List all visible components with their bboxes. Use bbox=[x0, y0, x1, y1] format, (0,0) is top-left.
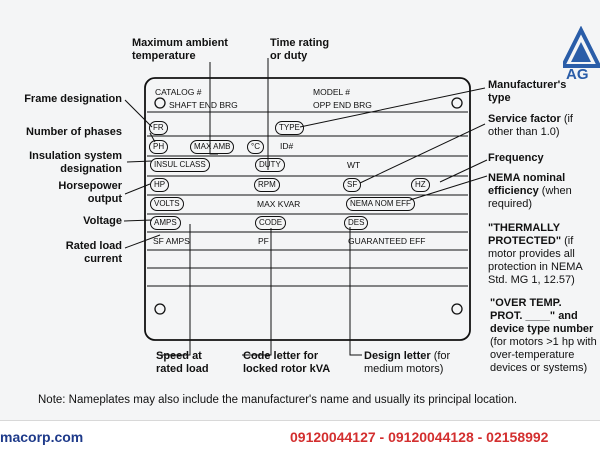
hz-oval: HZ bbox=[411, 178, 430, 192]
guaranteed-eff-field: GUARANTEED EFF bbox=[348, 236, 426, 246]
footer-bar bbox=[0, 420, 600, 451]
amps-oval: AMPS bbox=[150, 216, 181, 230]
code-letter-label: Code letter for locked rotor kVA bbox=[243, 350, 331, 375]
mounting-hole bbox=[155, 304, 165, 314]
frequency-label: Frequency bbox=[488, 152, 544, 164]
model-field: MODEL # bbox=[313, 87, 351, 97]
insulation-system-label: Insulation system designation bbox=[29, 150, 122, 175]
hp-oval: HP bbox=[150, 178, 169, 192]
duty-oval: DUTY bbox=[255, 158, 285, 172]
id-field: ID# bbox=[280, 141, 294, 151]
sf-oval: SF bbox=[343, 178, 361, 192]
type-oval: TYPE bbox=[275, 121, 304, 135]
shaft-end-brg-field: SHAFT END BRG bbox=[169, 100, 238, 110]
voltage-label: Voltage bbox=[83, 215, 122, 227]
phone-numbers: 09120044127 - 09120044128 - 02158992 bbox=[290, 429, 549, 445]
deg-c-oval: °C bbox=[247, 140, 264, 154]
rated-load-current-label: Rated load current bbox=[65, 240, 122, 265]
website-link[interactable]: macorp.com bbox=[0, 429, 84, 445]
max-ambient-label: Maximum ambient temperature bbox=[132, 37, 228, 62]
thermally-protected-label: "THERMALLY PROTECTED" (if motor provides all protection in NEMA Std. MG 1, 12.57) bbox=[488, 222, 583, 286]
fr-oval: FR bbox=[149, 121, 168, 135]
catalog-field: CATALOG # bbox=[155, 87, 202, 97]
sf-amps-field: SF AMPS bbox=[153, 236, 190, 246]
opp-end-brg-field: OPP END BRG bbox=[313, 100, 372, 110]
insul-class-oval: INSUL CLASS bbox=[150, 158, 210, 172]
max-kvar-field: MAX KVAR bbox=[257, 199, 301, 209]
nema-efficiency-label: NEMA nominal efficiency (when required) bbox=[488, 172, 572, 210]
design-letter-label: Design letter (for medium motors) bbox=[364, 350, 451, 375]
max-amb-oval: MAX AMB bbox=[190, 140, 234, 154]
speed-label: Speed at rated load bbox=[156, 350, 209, 375]
manufacturer-type-label: Manufacturer's type bbox=[488, 79, 567, 104]
pf-field: PF bbox=[258, 236, 269, 246]
volts-oval: VOLTS bbox=[150, 197, 184, 211]
brand-logo-text: AG bbox=[566, 66, 589, 83]
nameplate-outline bbox=[145, 78, 470, 340]
mounting-hole bbox=[452, 98, 462, 108]
number-of-phases-label: Number of phases bbox=[26, 126, 122, 138]
code-oval: CODE bbox=[255, 216, 286, 230]
over-temp-label: "OVER TEMP. PROT. ____" and device type number (for motors >1 hp with over-temperature devices or systems) bbox=[490, 297, 597, 374]
horsepower-label: Horsepower output bbox=[58, 180, 122, 205]
service-factor-label: Service factor (if other than 1.0) bbox=[488, 113, 573, 138]
time-rating-label: Time rating or duty bbox=[270, 37, 330, 62]
mounting-hole bbox=[155, 98, 165, 108]
ph-oval: PH bbox=[149, 140, 168, 154]
mounting-hole bbox=[452, 304, 462, 314]
footnote: Note: Nameplates may also include the manufacturer's name and usually its principal location. bbox=[38, 394, 518, 406]
frame-designation-label: Frame designation bbox=[24, 93, 122, 105]
weight-field: WT bbox=[347, 160, 361, 170]
rpm-oval: RPM bbox=[254, 178, 280, 192]
nema-nom-eff-oval: NEMA NOM EFF bbox=[346, 197, 415, 211]
des-oval: DES bbox=[344, 216, 368, 230]
